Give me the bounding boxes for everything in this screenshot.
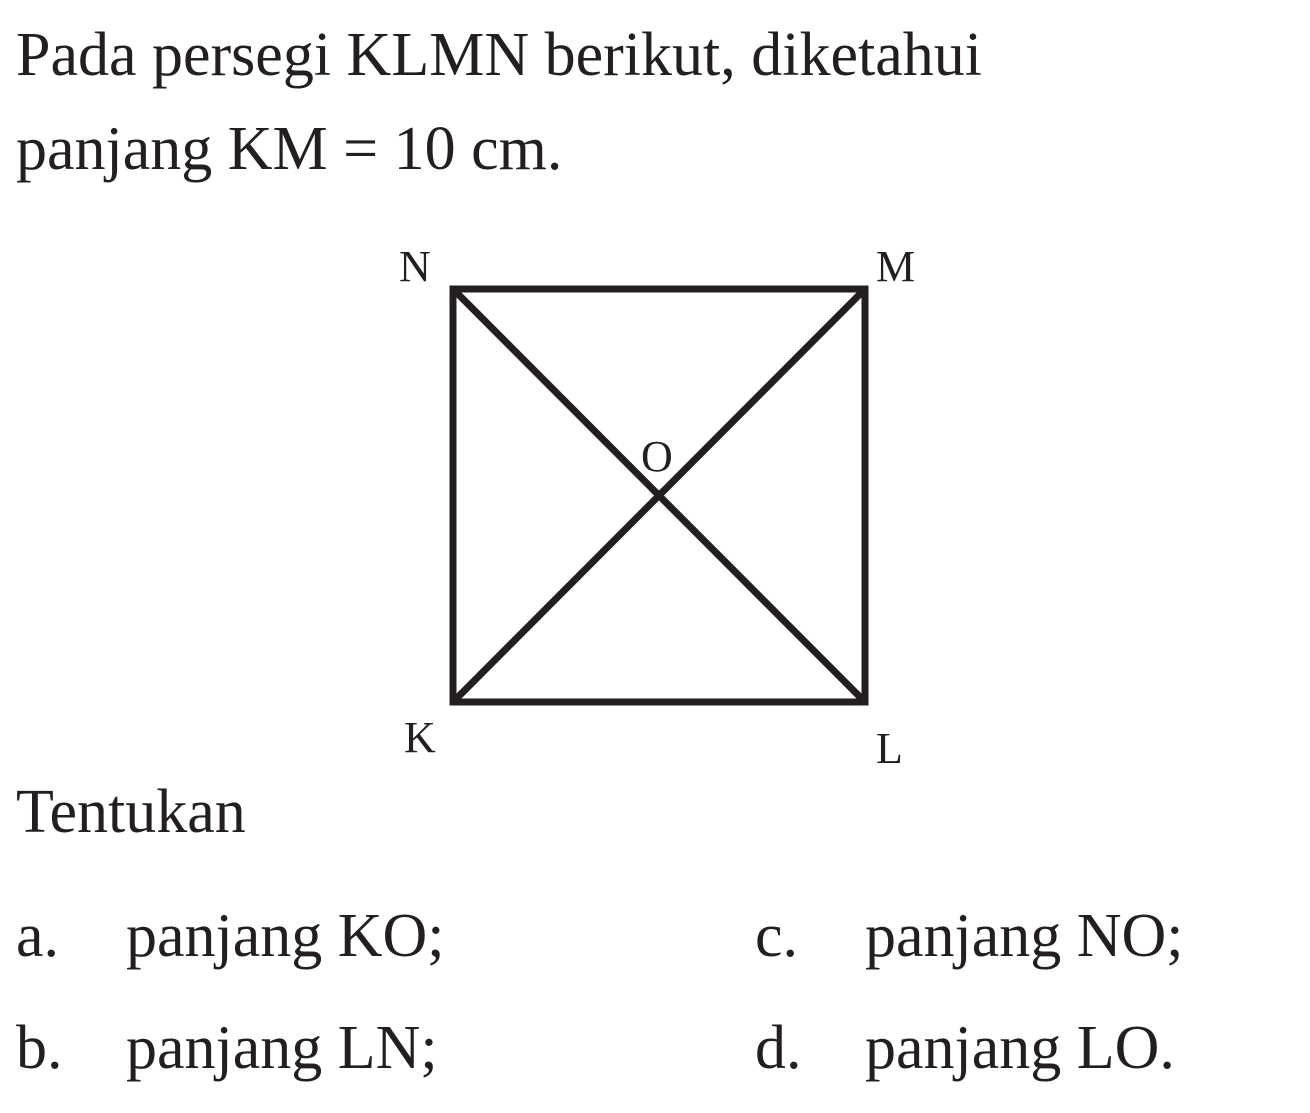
- option-b: [16, 1008, 438, 1088]
- problem-line-2: panjang KM = 10 cm.: [16, 115, 563, 183]
- option-marker: c.: [755, 902, 799, 970]
- option-a: [16, 896, 445, 976]
- prompt-text: Tentukan: [16, 778, 246, 846]
- vertex-label-k: K: [404, 713, 436, 762]
- vertex-label-o: O: [641, 432, 673, 481]
- option-d: [755, 1008, 1175, 1088]
- problem-line-1: Pada persegi KLMN berikut, diketahui: [16, 21, 982, 89]
- option-marker: b.: [16, 1014, 63, 1082]
- vertex-label-l: L: [876, 724, 903, 773]
- option-text: panjang KO;: [126, 902, 445, 970]
- vertex-label-m: M: [876, 242, 916, 291]
- vertex-label-n: N: [399, 242, 431, 291]
- option-c: [755, 896, 1184, 976]
- option-marker: d.: [755, 1014, 802, 1082]
- option-text: panjang NO;: [865, 902, 1184, 970]
- option-marker: a.: [16, 902, 60, 970]
- option-text: panjang LO.: [865, 1014, 1175, 1082]
- option-text: panjang LN;: [126, 1014, 438, 1082]
